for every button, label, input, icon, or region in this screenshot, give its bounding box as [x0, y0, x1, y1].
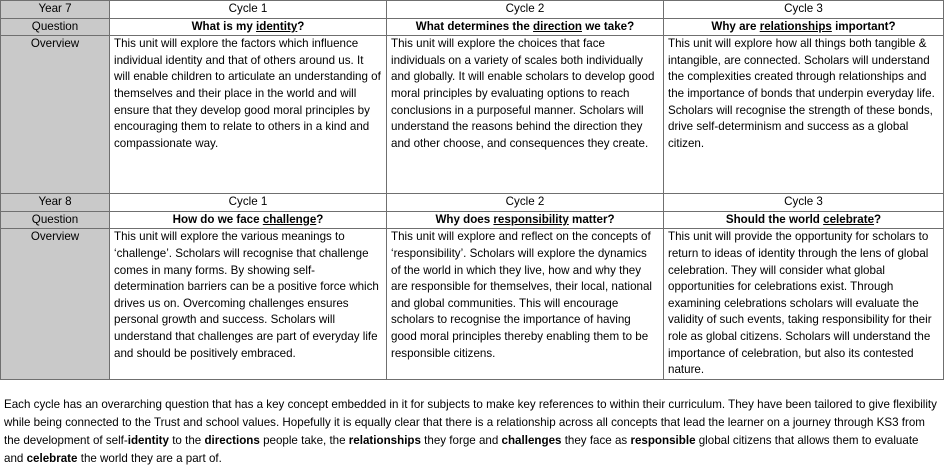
key-term: directions — [204, 434, 260, 447]
year-8-question-row — [1, 211, 944, 229]
cycle-3-overview: This unit will explore how all things both tangible & intangible, are connected. Scholars will understand the complexities created through relationships and the importance of bonds that underpin everyday life. Scholars will recognise the strength of these bonds, drive self-determinism and success as a global citizen. — [664, 36, 944, 194]
question-label: Question — [1, 18, 110, 36]
cycle-2-overview: This unit will explore and reflect on the concepts of ‘responsibility’. Scholars will explore the dynamics of the world in which they live, how and why they are responsible for themselves, their local, national and global communities. This will encourage scholars to recognise the importance of having good moral principles thereby enabling them to be responsible citizens. — [387, 229, 664, 379]
question-label: Question — [1, 211, 110, 229]
key-concept: direction — [533, 19, 582, 33]
cycle-3-label: Cycle 3 — [664, 1, 944, 19]
key-concept: challenge — [262, 212, 317, 226]
cycle-3-label: Cycle 3 — [664, 194, 944, 212]
key-concept: relationships — [759, 19, 832, 33]
cycle-1-label: Cycle 1 — [110, 194, 387, 212]
cycle-1-label: Cycle 1 — [110, 1, 387, 19]
cycle-3-question: Why are relationships important? — [664, 18, 944, 36]
year-label: Year 7 — [1, 1, 110, 19]
cycle-2-label: Cycle 2 — [387, 194, 664, 212]
cycle-3-question: Should the world celebrate? — [664, 211, 944, 229]
cycle-2-label: Cycle 2 — [387, 1, 664, 19]
cycle-1-question: What is my identity? — [110, 18, 387, 36]
year-7-question-row — [1, 18, 944, 36]
year-7-header-row — [1, 1, 944, 19]
overview-label: Overview — [1, 229, 110, 379]
cycle-2-question: Why does responsibility matter? — [387, 211, 664, 229]
cycle-1-overview: This unit will explore the factors which influence individual identity and that of others around us. It will enable children to articulate an understanding of themselves and their place in the world and will ensure that they develop good moral principles by encouraging them to relate to others in a kind and compassionate way. — [110, 36, 387, 194]
year-7-overview-row — [1, 36, 944, 194]
year-8-overview-row — [1, 229, 944, 379]
cycle-2-question: What determines the direction we take? — [387, 18, 664, 36]
key-concept: identity — [256, 19, 298, 33]
cycle-1-question: How do we face challenge? — [110, 211, 387, 229]
year-8-header-row — [1, 194, 944, 212]
overview-label: Overview — [1, 36, 110, 194]
key-concept: celebrate — [823, 212, 875, 226]
key-term: relationships — [348, 434, 421, 447]
cycle-2-overview: This unit will explore the choices that face individuals on a variety of scales both individually and globally. It will enable scholars to develop good moral principles by evaluating options to reach conclusions in a purposeful manner. Scholars will understand the reasons behind the direction they and other choose, and consequences they create. — [387, 36, 664, 194]
key-term: celebrate — [26, 452, 78, 465]
key-term: challenges — [501, 434, 562, 447]
cycle-1-overview: This unit will explore the various meanings to ‘challenge’. Scholars will recognise that challenge comes in many forms. By showing self-determination barriers can be a positive force which drives us on. Overcoming challenges ensures personal growth and success. Scholars will understand that challenges are part of everyday life and should be positively embraced. — [110, 229, 387, 379]
cycle-3-overview: This unit will provide the opportunity for scholars to return to ideas of identity through the lens of global celebration. They will consider what global opportunities for celebrations exist. Through examining celebrations scholars will evaluate the validity of such events, taking responsibility for their role as global citizens. Scholars will understand the importance of celebration, but also its contested nature. — [664, 229, 944, 379]
year-label: Year 8 — [1, 194, 110, 212]
key-term: responsible — [630, 434, 696, 447]
key-concept: responsibility — [493, 212, 569, 226]
summary-paragraph: Each cycle has an overarching question that has a key concept embedded in it for subjects to make key references to within their curriculum. They have been tailored to give flexibility while being connected to the Trust and school values. Hopefully it is equally clear that there is a relationship across all concepts that lead the learner on a journey through KS3 from the development of self-identity to the directions people take, the relationships they forge and challenges they face as responsible global citizens that allows them to evaluate and celebrate the world they are a part of. — [4, 398, 937, 465]
key-term: identity — [127, 434, 169, 447]
